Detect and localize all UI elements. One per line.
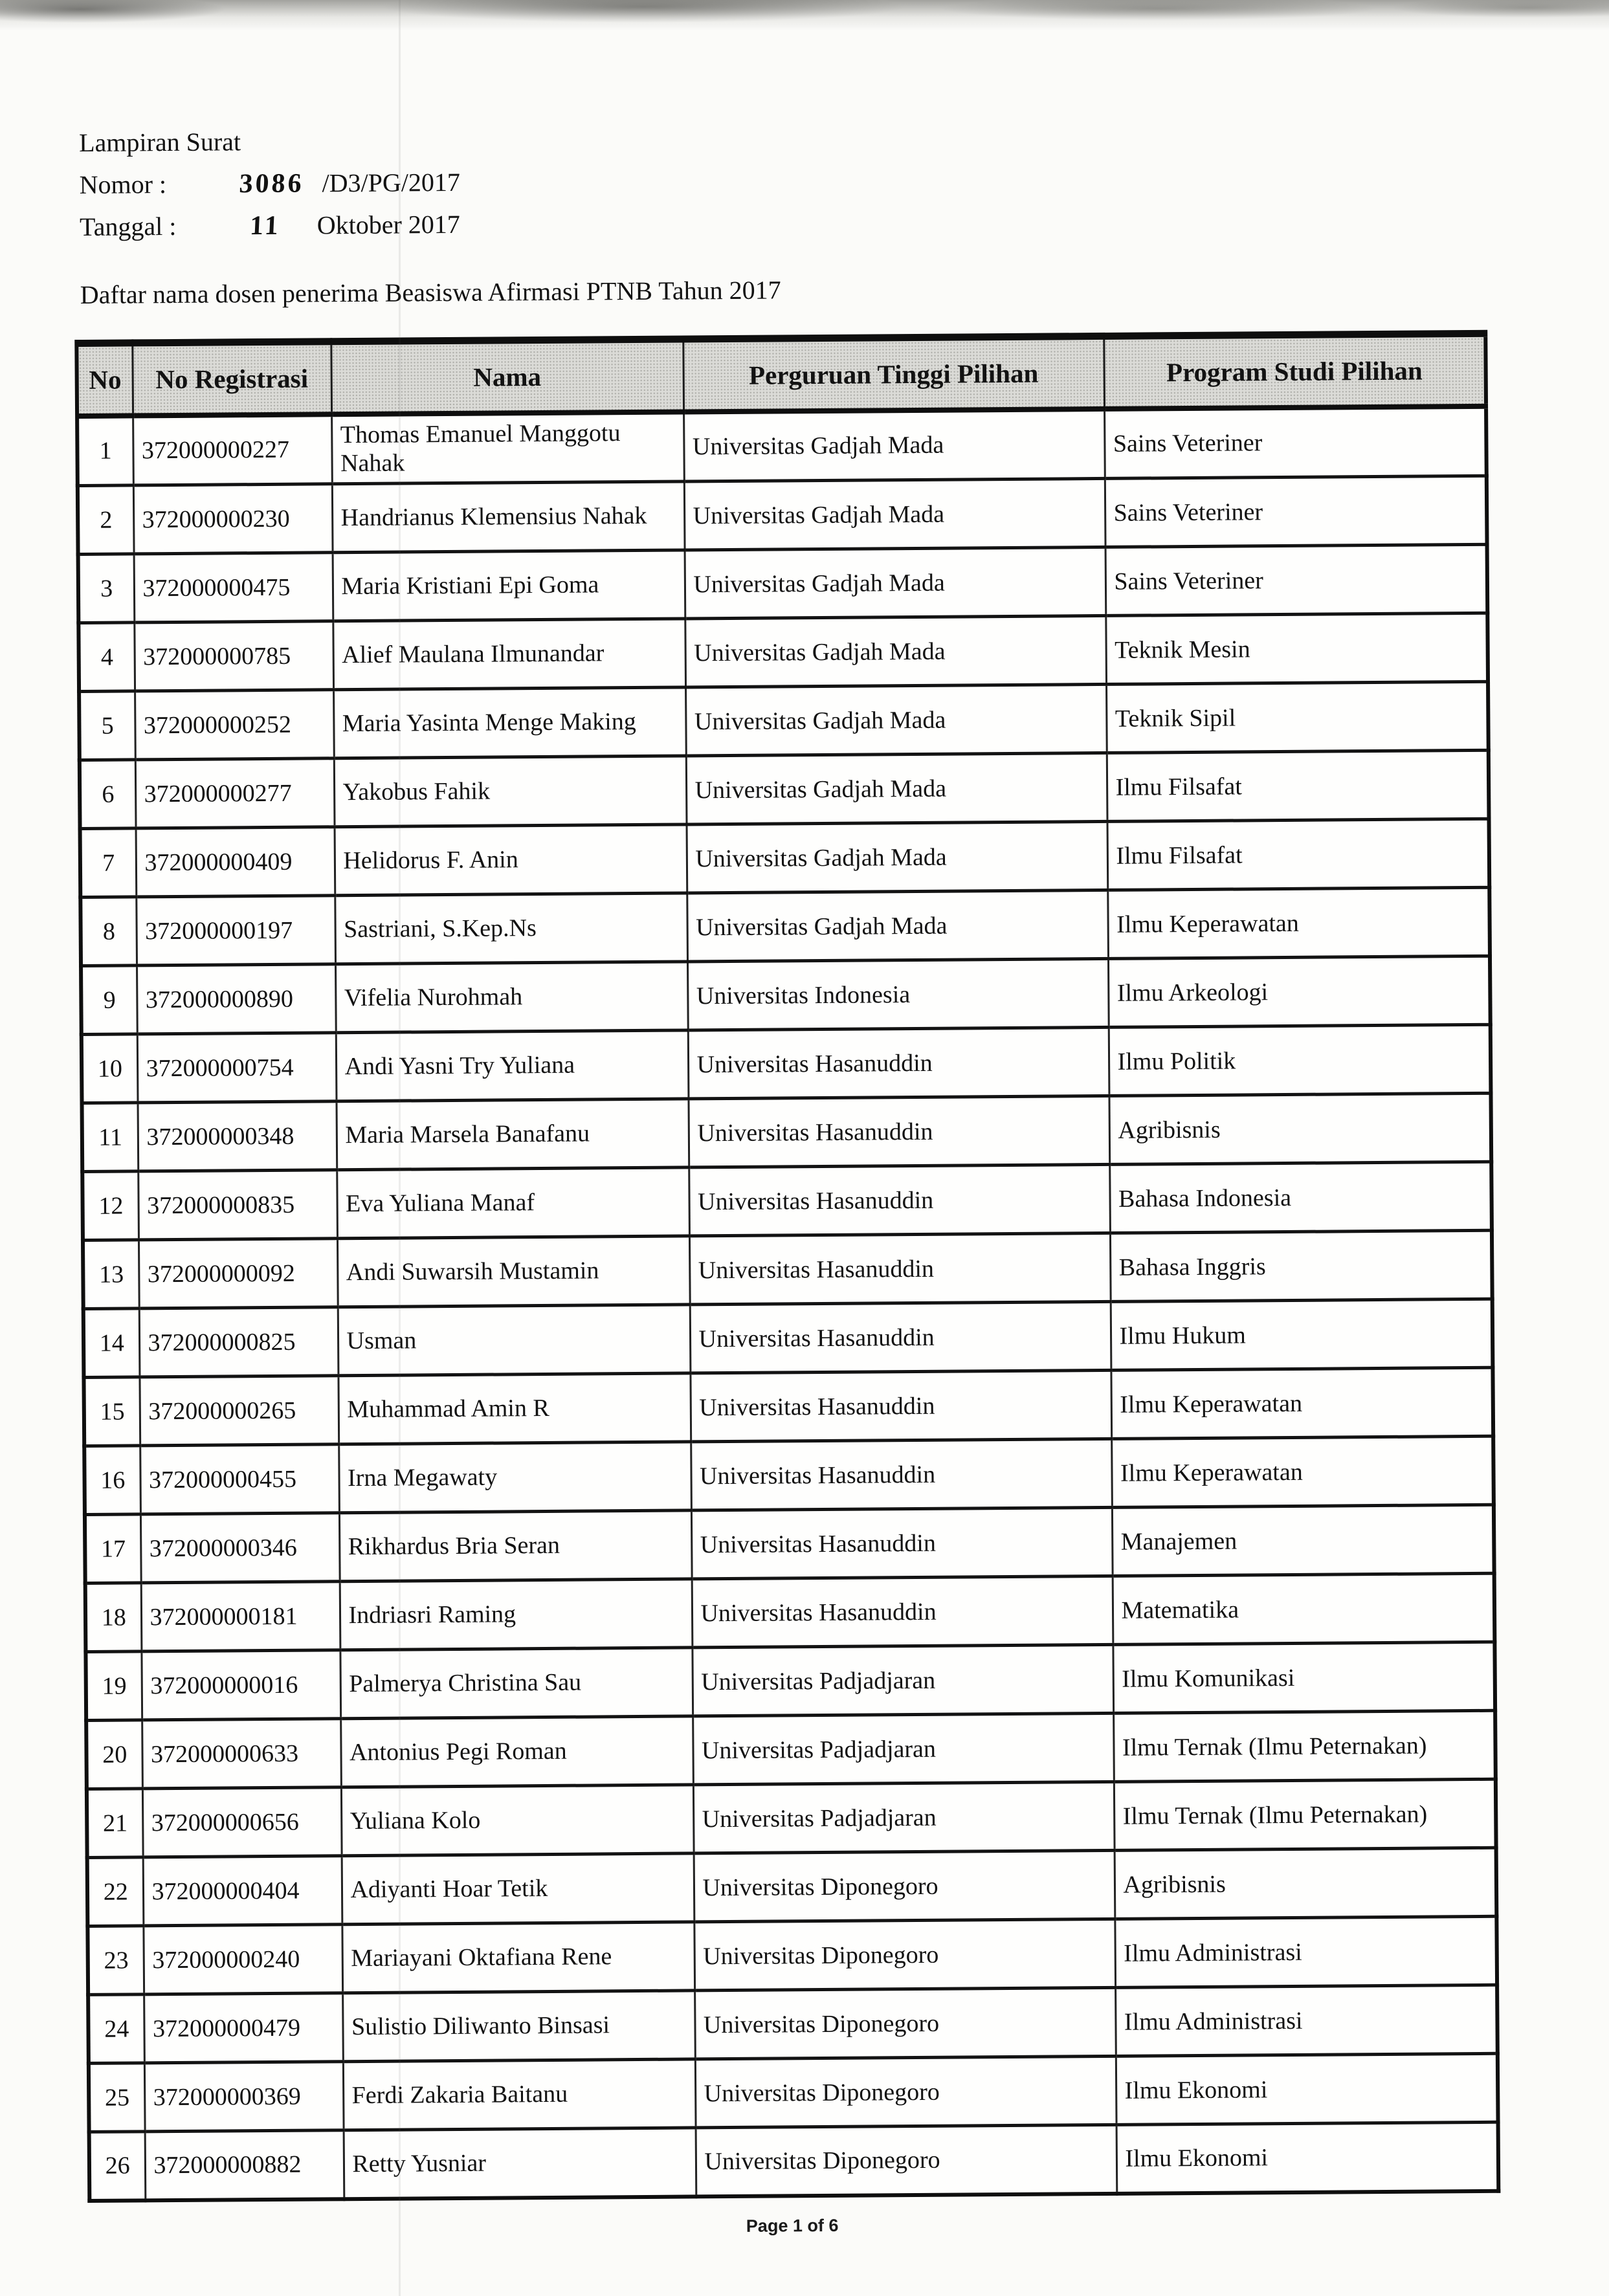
- cell-registration: 372000000277: [135, 758, 335, 828]
- table-row: [87, 1779, 1496, 1857]
- table-row: [77, 406, 1487, 485]
- cell-university: Universitas Gadjah Mada: [683, 408, 1105, 481]
- cell-program: Sains Veteriner: [1105, 544, 1488, 615]
- page-title: Daftar nama dosen penerima Beasiswa Afirmasi PTNB Tahun 2017: [80, 275, 781, 309]
- cell-university: Universitas Gadjah Mada: [685, 547, 1106, 619]
- recipient-table-wrap: [74, 330, 1496, 2203]
- cell-university: Universitas Hasanuddin: [690, 1302, 1111, 1374]
- cell-program: Ilmu Hukum: [1111, 1299, 1493, 1370]
- cell-no: 12: [82, 1171, 139, 1241]
- column-header-university: Perguruan Tinggi Pilihan: [683, 336, 1104, 412]
- cell-university: Universitas Gadjah Mada: [687, 890, 1108, 962]
- cell-registration: 372000000265: [139, 1376, 338, 1446]
- cell-name: Adiyanti Hoar Tetik: [342, 1853, 694, 1925]
- table-row: [83, 1367, 1493, 1446]
- cell-name: Ferdi Zakaria Baitanu: [343, 2059, 696, 2130]
- cell-program: Sains Veteriner: [1104, 406, 1487, 478]
- table-row: [89, 2053, 1498, 2132]
- cell-university: Universitas Gadjah Mada: [687, 822, 1108, 894]
- cell-name: Vifelia Nurohmah: [335, 962, 688, 1033]
- cell-registration: 372000000754: [137, 1033, 337, 1103]
- cell-name: Rikhardus Bria Seran: [339, 1510, 692, 1582]
- cell-registration: 372000000016: [141, 1650, 340, 1720]
- table-row: [78, 544, 1488, 623]
- cell-registration: 372000000197: [136, 896, 335, 966]
- column-header-registration: No Registrasi: [132, 342, 331, 415]
- cell-no: 11: [82, 1103, 139, 1172]
- cell-no: 14: [83, 1308, 140, 1378]
- cell-registration: 372000000785: [134, 621, 333, 691]
- cell-university: Universitas Padjadjaran: [693, 1714, 1114, 1785]
- cell-no: 5: [79, 691, 135, 760]
- cell-name: Handrianus Klemensius Nahak: [332, 481, 685, 553]
- table-row: [84, 1436, 1494, 1514]
- cell-program: Agribisnis: [1115, 1848, 1497, 1919]
- cell-registration: 372000000240: [143, 1925, 342, 1994]
- cell-university: Universitas Hasanuddin: [688, 1096, 1109, 1168]
- cell-name: Eva Yuliana Manaf: [337, 1167, 689, 1239]
- cell-program: Ilmu Keperawatan: [1107, 887, 1490, 958]
- cell-registration: 372000000346: [140, 1513, 340, 1583]
- cell-no: 22: [87, 1857, 144, 1926]
- table-row: [79, 681, 1489, 760]
- letter-date-label: Tanggal :: [79, 211, 177, 241]
- cell-program: Bahasa Inggris: [1110, 1230, 1492, 1301]
- cell-registration: 372000000409: [136, 827, 335, 897]
- cell-program: Matematika: [1113, 1573, 1495, 1644]
- cell-name: Alief Maulana Ilmunandar: [333, 619, 685, 690]
- cell-name: Andi Yasni Try Yuliana: [336, 1030, 689, 1101]
- cell-no: 25: [89, 2063, 145, 2132]
- cell-no: 17: [85, 1514, 141, 1584]
- table-row: [80, 819, 1490, 897]
- table-header: [76, 333, 1486, 415]
- cell-no: 16: [84, 1446, 140, 1515]
- cell-no: 19: [85, 1651, 142, 1721]
- letter-number-line: [79, 158, 1609, 201]
- cell-name: Maria Yasinta Menge Making: [333, 687, 686, 758]
- cell-program: Bahasa Indonesia: [1109, 1162, 1492, 1233]
- cell-no: 4: [78, 623, 135, 692]
- cell-registration: 372000000475: [134, 553, 333, 623]
- table-row: [85, 1573, 1495, 1651]
- table-row: [83, 1230, 1492, 1308]
- cell-no: 21: [87, 1789, 143, 1858]
- cell-no: 26: [89, 2132, 146, 2201]
- letter-date-rest: Oktober 2017: [316, 209, 460, 240]
- cell-name: Usman: [338, 1305, 691, 1376]
- cell-registration: 372000000656: [142, 1787, 342, 1857]
- cell-university: Universitas Diponegoro: [695, 2057, 1116, 2128]
- cell-university: Universitas Hasanuddin: [689, 1233, 1111, 1305]
- cell-name: Helidorus F. Anin: [335, 824, 687, 896]
- cell-program: Ilmu Administrasi: [1115, 1916, 1497, 1987]
- table-row: [78, 476, 1487, 554]
- cell-registration: 372000000230: [133, 484, 333, 554]
- cell-university: Universitas Hasanuddin: [689, 1165, 1110, 1237]
- table-row: [82, 1093, 1492, 1171]
- cell-name: Yakobus Fahik: [334, 756, 687, 827]
- cell-no: 1: [77, 415, 133, 486]
- cell-program: Teknik Mesin: [1105, 613, 1488, 684]
- cell-program: Ilmu Keperawatan: [1111, 1367, 1493, 1439]
- table-row: [80, 750, 1489, 828]
- cell-university: Universitas Hasanuddin: [691, 1439, 1112, 1511]
- cell-no: 8: [80, 897, 137, 966]
- cell-no: 7: [80, 828, 137, 898]
- letter-number-handwritten: 3086: [238, 168, 305, 199]
- cell-name: Indriasri Raming: [340, 1579, 693, 1650]
- cell-university: Universitas Diponegoro: [694, 1919, 1115, 1991]
- cell-program: Ilmu Politik: [1109, 1024, 1491, 1096]
- table-row: [85, 1505, 1494, 1583]
- table-row: [89, 2122, 1499, 2200]
- cell-no: 2: [78, 485, 134, 555]
- cell-program: Ilmu Ternak (Ilmu Peternakan): [1114, 1779, 1496, 1850]
- cell-no: 24: [88, 1994, 144, 2064]
- cell-registration: 372000000181: [141, 1582, 340, 1651]
- table-header-row: [76, 333, 1486, 415]
- letter-number-label: Nomor :: [79, 170, 167, 199]
- cell-no: 9: [81, 966, 137, 1035]
- table-row: [83, 1299, 1493, 1377]
- cell-no: 23: [87, 1926, 144, 1995]
- table-row: [85, 1642, 1495, 1720]
- cell-program: Agribisnis: [1109, 1093, 1491, 1164]
- cell-name: Yuliana Kolo: [341, 1785, 694, 1856]
- cell-registration: 372000000252: [135, 690, 334, 760]
- cell-registration: 372000000825: [139, 1307, 338, 1377]
- cell-university: Universitas Diponegoro: [694, 1851, 1115, 1923]
- cell-name: Retty Yusniar: [344, 2128, 696, 2199]
- cell-university: Universitas Gadjah Mada: [685, 616, 1106, 688]
- cell-registration: 372000000227: [133, 414, 332, 485]
- table-row: [86, 1710, 1496, 1789]
- cell-name: Sulistio Diliwanto Binsasi: [342, 1991, 695, 2062]
- cell-name: Palmerya Christina Sau: [340, 1648, 693, 1719]
- cell-program: Teknik Sipil: [1106, 681, 1489, 753]
- cell-registration: 372000000890: [137, 964, 336, 1034]
- cell-university: Universitas Hasanuddin: [691, 1508, 1113, 1580]
- cell-program: Ilmu Ekonomi: [1116, 2122, 1499, 2193]
- table-row: [82, 1024, 1491, 1103]
- letter-number-suffix: /D3/PG/2017: [322, 167, 461, 198]
- cell-university: Universitas Padjadjaran: [693, 1782, 1115, 1854]
- cell-university: Universitas Gadjah Mada: [685, 685, 1107, 756]
- cell-program: Ilmu Keperawatan: [1111, 1436, 1494, 1507]
- column-header-name: Nama: [331, 339, 683, 414]
- cell-university: Universitas Indonesia: [687, 959, 1109, 1031]
- cell-name: Maria Marsela Banafanu: [336, 1099, 689, 1170]
- letterhead: [0, 116, 1609, 243]
- cell-program: Ilmu Ekonomi: [1116, 2053, 1498, 2125]
- table-body: [77, 406, 1498, 2200]
- cell-university: Universitas Padjadjaran: [692, 1645, 1113, 1717]
- cell-program: Ilmu Filsafat: [1107, 819, 1490, 890]
- recipient-table: [74, 330, 1500, 2203]
- cell-no: 20: [86, 1720, 142, 1789]
- letter-date-handwritten: 11: [249, 210, 282, 241]
- attachment-label: Lampiran Surat: [78, 127, 241, 157]
- cell-no: 18: [85, 1583, 142, 1652]
- cell-program: Ilmu Arkeologi: [1108, 956, 1491, 1027]
- cell-name: Thomas Emanuel Manggotu Nahak: [331, 412, 684, 484]
- cell-program: Manajemen: [1112, 1505, 1494, 1576]
- table-row: [78, 613, 1488, 691]
- column-header-program: Program Studi Pilihan: [1104, 333, 1486, 408]
- cell-registration: 372000000092: [139, 1239, 338, 1308]
- cell-registration: 372000000348: [138, 1101, 337, 1171]
- cell-name: Andi Suwarsih Mustamin: [337, 1236, 690, 1307]
- table-row: [80, 887, 1490, 966]
- letter-date-line: [80, 200, 1609, 243]
- cell-registration: 372000000455: [140, 1444, 339, 1514]
- cell-university: Universitas Gadjah Mada: [686, 753, 1107, 825]
- cell-program: Sains Veteriner: [1105, 476, 1487, 547]
- cell-registration: 372000000633: [142, 1719, 341, 1789]
- table-row: [87, 1848, 1497, 1926]
- cell-program: Ilmu Ternak (Ilmu Peternakan): [1113, 1710, 1496, 1782]
- cell-university: Universitas Gadjah Mada: [684, 479, 1105, 551]
- cell-no: 13: [83, 1240, 139, 1309]
- column-header-no: No: [76, 343, 133, 416]
- cell-program: Ilmu Filsafat: [1107, 750, 1489, 821]
- cell-name: Antonius Pegi Roman: [340, 1716, 693, 1787]
- cell-registration: 372000000369: [144, 2062, 344, 2132]
- table-row: [87, 1916, 1497, 1994]
- cell-university: Universitas Diponegoro: [696, 2125, 1117, 2197]
- cell-no: 6: [80, 760, 136, 829]
- cell-name: Sastriani, S.Kep.Ns: [335, 893, 687, 964]
- cell-name: Muhammad Amin R: [338, 1373, 691, 1444]
- cell-program: Ilmu Komunikasi: [1113, 1642, 1495, 1713]
- cell-registration: 372000000404: [143, 1856, 342, 1926]
- cell-university: Universitas Hasanuddin: [688, 1028, 1109, 1099]
- page-number: Page 1 of 6: [746, 2215, 839, 2236]
- cell-name: Mariayani Oktafiana Rene: [342, 1922, 694, 1993]
- cell-university: Universitas Hasanuddin: [692, 1576, 1113, 1648]
- cell-registration: 372000000882: [145, 2130, 344, 2200]
- table-row: [88, 1985, 1498, 2063]
- table-row: [81, 956, 1491, 1034]
- cell-name: Maria Kristiani Epi Goma: [333, 550, 685, 621]
- cell-no: 3: [78, 554, 135, 623]
- table-row: [82, 1162, 1492, 1240]
- cell-program: Ilmu Administrasi: [1115, 1985, 1498, 2056]
- cell-no: 10: [82, 1034, 138, 1103]
- cell-registration: 372000000479: [144, 1993, 343, 2063]
- cell-university: Universitas Hasanuddin: [690, 1371, 1111, 1442]
- cell-university: Universitas Diponegoro: [694, 1988, 1116, 2060]
- cell-registration: 372000000835: [138, 1170, 337, 1240]
- cell-name: Irna Megawaty: [338, 1442, 691, 1513]
- cell-no: 15: [83, 1377, 140, 1446]
